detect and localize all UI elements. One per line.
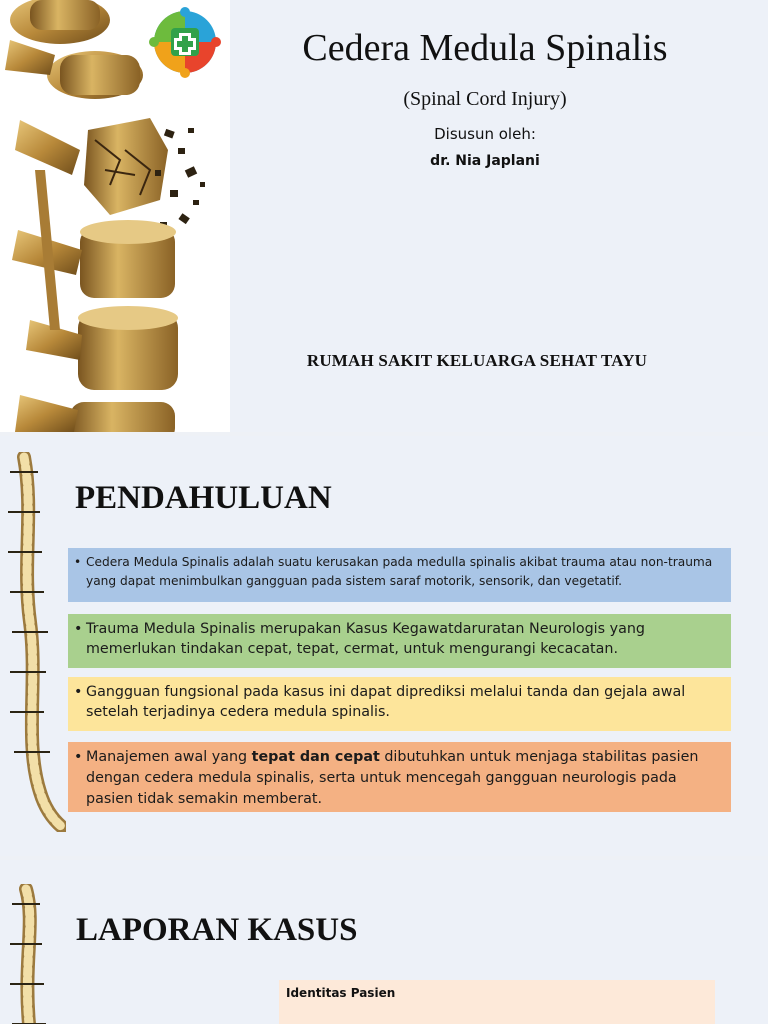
bullet-text-part: dibutuhkan untuk menjaga stabilitas pasien dengan cedera medula spinalis, serta untuk mencegah gangguan neurologis pada pasien tidak semakin memberat.: [86, 749, 699, 807]
intro-slide: [0, 436, 768, 856]
hospital-name: RUMAH SAKIT KELUARGA SEHAT TAYU: [306, 351, 648, 370]
intro-bullet-text: Trauma Medula Spinalis merupakan Kasus Kegawatdaruratan Neurologis yang memerlukan tindakan cepat, tepat, cermat, untuk mengurangi kecacatan.: [86, 621, 645, 657]
bullet-glyph: •: [74, 684, 83, 700]
cover-slide: [0, 0, 768, 432]
bullet-glyph: •: [74, 555, 82, 569]
intro-bullet-2: [68, 614, 731, 668]
intro-bullet-4: [68, 742, 731, 812]
intro-bullet-1: [68, 548, 731, 602]
patient-identity-label: Identitas Pasien: [286, 986, 396, 1000]
compiled-by-label: Disusun oleh:: [434, 125, 536, 143]
patient-identity-box: [279, 980, 715, 1024]
bullet-text-part: Manajemen awal yang: [86, 749, 252, 765]
spine-icon: [4, 884, 66, 1024]
cover-title: Cedera Medula Spinalis: [302, 27, 668, 69]
bullet-glyph: •: [74, 749, 83, 765]
case-slide: [0, 860, 768, 1024]
cover-subtitle: (Spinal Cord Injury): [403, 88, 567, 110]
intro-bullet-3: [68, 677, 731, 731]
intro-heading: PENDAHULUAN: [75, 480, 332, 516]
hospital-cross-logo: [141, 5, 229, 79]
case-heading: LAPORAN KASUS: [76, 912, 358, 948]
intro-bullet-text: Cedera Medula Spinalis adalah suatu kerusakan pada medulla spinalis akibat trauma atau non-trauma yang dapat menimbulkan gangguan pada sistem saraf motorik, sensorik, dan vegetatif.: [86, 555, 713, 588]
bullet-emphasis: tepat dan cepat: [251, 749, 380, 765]
intro-bullet-text: [86, 747, 721, 810]
author-name: dr. Nia Japlani: [430, 153, 540, 169]
intro-bullet-text: Gangguan fungsional pada kasus ini dapat diprediksi melalui tanda dan gejala awal setelah terjadinya cedera medula spinalis.: [86, 684, 686, 720]
spine-icon: [4, 452, 66, 837]
bullet-glyph: •: [74, 621, 83, 637]
